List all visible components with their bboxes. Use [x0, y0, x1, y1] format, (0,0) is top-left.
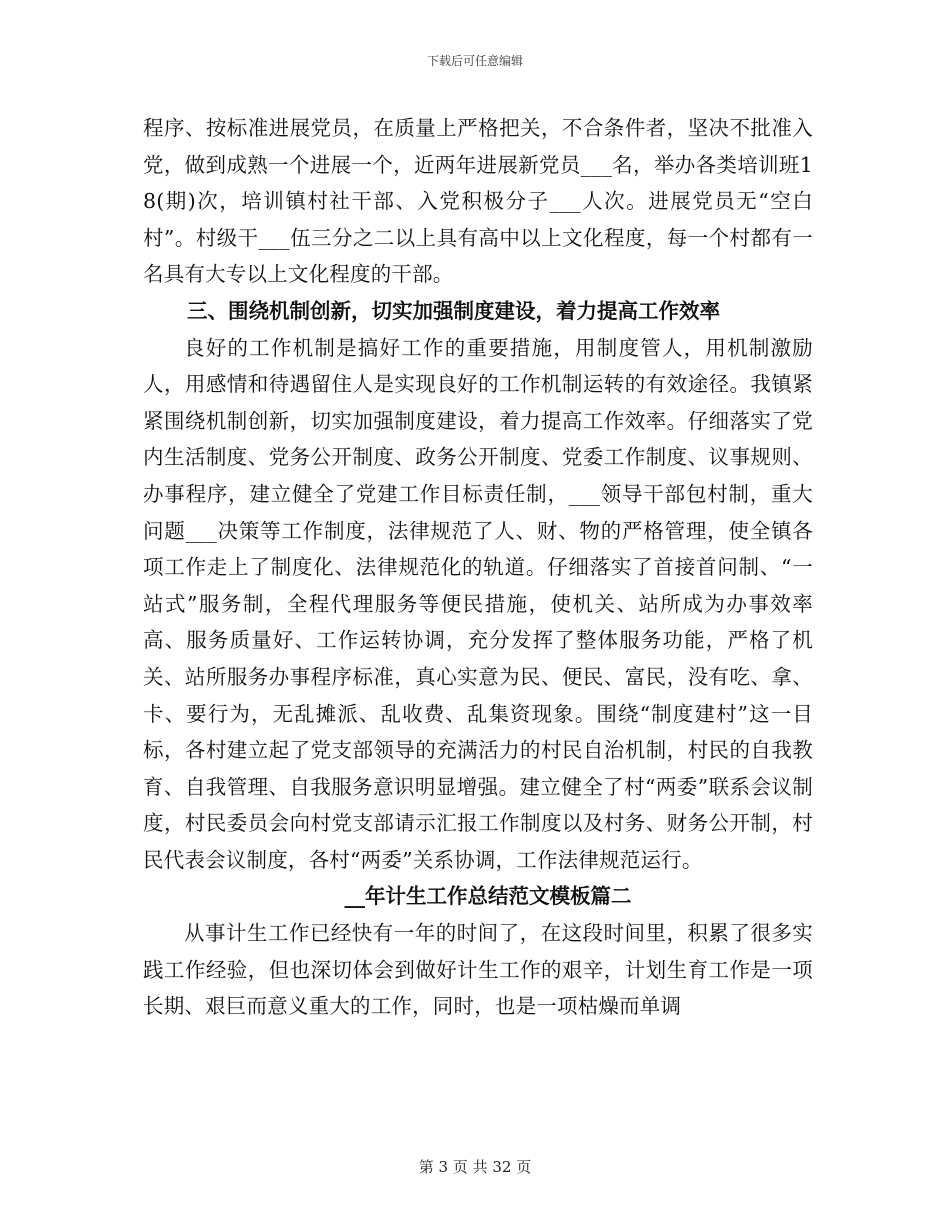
section-heading: 三、围绕机制创新，切实加强制度建设，着力提高工作效率: [187, 298, 720, 323]
page-header: 下载后可任意编辑: [426, 54, 523, 68]
paragraph-continued: 程序、按标准进展党员，在质量上严格把关，不合条件者，坚决不批准入党，做到成熟一个进展一个，近两年进展新党员___名，举办各类培训班18(期)次，培训镇村社干部、入党积极分子___人次。进展党员无“空白村”。村级干___伍三分之二以上具有高中以上文化程度，每一个村都有一名具有大专以上文化程度的干部。: [143, 116, 813, 287]
page-number: 第 3 页 共 32 页: [418, 1158, 532, 1176]
article-title: __年计生工作总结范文模板篇二: [344, 884, 632, 909]
document-body: [143, 110, 813, 1025]
paragraph-intro: 从事计生工作已经快有一年的时间了，在这段时间里，积累了很多实践工作经验，但也深切体会到做好计生工作的艰辛，计划生育工作是一项长期、艰巨而意义重大的工作，同时，也是一项枯燥而单调: [143, 921, 813, 1019]
paragraph-mechanism: 良好的工作机制是搞好工作的重要措施，用制度管人，用机制激励人，用感情和待遇留住人是实现良好的工作机制运转的有效途径。我镇紧紧围绕机制创新，切实加强制度建设，着力提高工作效率。仔细落实了党内生活制度、党务公开制度、政务公开制度、党委工作制度、议事规则、办事程序，建立健全了党建工作目标责任制，___领导干部包村制，重大问题___决策等工作制度，法律规范了人、财、物的严格管理，使全镇各项工作走上了制度化、法律规范化的轨道。仔细落实了首接首问制、“一站式”服务制，全程代理服务等便民措施，使机关、站所成为办事效率高、服务质量好、工作运转协调，充分发挥了整体服务功能，严格了机关、站所服务办事程序标准，真心实意为民、便民、富民，没有吃、拿、卡、要行为，无乱摊派、乱收费、乱集资现象。围绕“制度建村”这一目标，各村建立起了党支部领导的充满活力的村民自治机制，村民的自我教育、自我管理、自我服务意识明显增强。建立健全了村“两委”联系会议制度，村民委员会向村党支部请示汇报工作制度以及村务、财务公开制，村民代表会议制度，各村“两委”关系协调，工作法律规范运行。: [143, 335, 813, 872]
